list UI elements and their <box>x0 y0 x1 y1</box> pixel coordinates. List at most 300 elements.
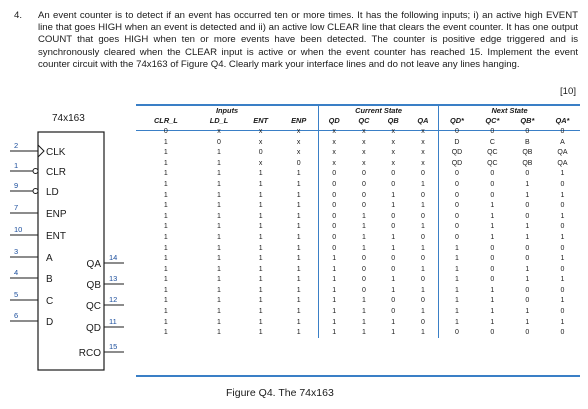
input-pin-label: A <box>46 253 53 264</box>
table-cell: 0 <box>361 180 366 188</box>
table-cell: 0 <box>361 191 366 199</box>
table-cell: 1 <box>490 233 495 241</box>
table-cell: 1 <box>319 275 350 286</box>
table-cell: 0 <box>361 265 366 273</box>
table-cell: 0 <box>319 200 350 211</box>
table-cell: x <box>319 137 350 148</box>
table-cell: 1 <box>525 276 530 284</box>
table-cell: 1 <box>296 255 301 263</box>
table-cell: QB <box>522 159 533 167</box>
input-pin-label: ENT <box>46 231 66 242</box>
table-cell: 1 <box>319 253 350 264</box>
table-cell: 1 <box>216 318 221 326</box>
table-cell: 0 <box>319 190 350 201</box>
table-cell: 1 <box>258 318 263 326</box>
table-cell: 1 <box>421 180 425 188</box>
table-cell: QB <box>522 149 533 157</box>
input-pin-number: 5 <box>14 290 19 299</box>
table-cell: C <box>489 138 495 146</box>
table-cell: 0 <box>439 222 475 233</box>
table-cell: x <box>362 138 366 146</box>
input-pin-number: 1 <box>14 161 19 170</box>
table-cell: 1 <box>163 233 168 241</box>
input-pin-number: 9 <box>14 181 19 190</box>
table-cell: 1 <box>525 191 530 199</box>
table-row <box>136 179 580 190</box>
table-cell: x <box>258 127 263 135</box>
table-row <box>136 243 580 254</box>
table-cell: 0 <box>421 276 425 284</box>
table-cell: 1 <box>319 285 350 296</box>
table-cell: 1 <box>296 318 301 326</box>
table-cell: 1 <box>163 297 168 305</box>
table-cell: 1 <box>490 223 495 231</box>
table-cell: 1 <box>163 159 168 167</box>
table-cell: 0 <box>421 212 425 220</box>
table-cell: 1 <box>560 318 565 326</box>
table-cell: 1 <box>319 306 350 317</box>
table-cell: 1 <box>258 329 263 337</box>
table-row <box>136 253 580 264</box>
table-cell: 1 <box>560 191 565 199</box>
table-cell: 1 <box>525 223 530 231</box>
table-cell: 1 <box>216 255 221 263</box>
table-cell: 1 <box>296 212 301 220</box>
table-cell: 1 <box>258 286 263 294</box>
table-cell: 1 <box>490 286 495 294</box>
table-row <box>136 169 580 180</box>
output-pin-number: 14 <box>109 253 118 262</box>
chip-diagram <box>0 128 130 373</box>
table-cell: 0 <box>361 255 366 263</box>
table-cell: 1 <box>216 212 221 220</box>
table-cell: 0 <box>439 232 475 243</box>
table-cell: 1 <box>163 329 168 337</box>
table-cell: 0 <box>319 211 350 222</box>
table-cell: 0 <box>421 297 425 305</box>
group-header-next: Next State <box>439 105 580 116</box>
table-cell: 1 <box>258 180 263 188</box>
table-cell: 1 <box>216 308 221 316</box>
table-cell: 0 <box>490 191 495 199</box>
input-pin-number: 3 <box>14 247 19 256</box>
col-header: QD <box>319 116 350 127</box>
table-cell: 1 <box>421 265 425 273</box>
clock-marker <box>38 145 44 157</box>
table-row <box>136 285 580 296</box>
table-cell: 1 <box>391 318 396 326</box>
table-cell: 1 <box>216 223 221 231</box>
input-pin-label: B <box>46 274 53 285</box>
table-cell: 0 <box>439 190 475 201</box>
table-cell: x <box>391 159 395 167</box>
active-low-bubble <box>33 169 38 174</box>
col-header: ENP <box>291 116 307 126</box>
table-cell: 1 <box>258 233 263 241</box>
table-cell: A <box>560 138 565 146</box>
table-cell: 0 <box>560 329 565 337</box>
table-cell: 1 <box>439 317 475 328</box>
table-cell: 1 <box>216 276 221 284</box>
table-cell: 0 <box>319 179 350 190</box>
col-header: QC* <box>485 116 500 126</box>
table-cell: 1 <box>163 202 168 210</box>
input-pin-number: 10 <box>14 225 23 234</box>
table-cell: 0 <box>525 329 530 337</box>
question-number: 4. <box>14 10 23 21</box>
table-cell: 0 <box>525 202 530 210</box>
table-cell: B <box>525 138 530 146</box>
table-cell: 0 <box>525 212 530 220</box>
table-cell: 0 <box>439 200 475 211</box>
table-cell: 1 <box>216 159 221 167</box>
table-row <box>136 327 580 338</box>
table-cell: 1 <box>216 233 221 241</box>
truth-table <box>136 105 580 338</box>
table-cell: x <box>362 149 366 157</box>
table-cell: 1 <box>361 329 366 337</box>
table-cell: 1 <box>163 170 168 178</box>
table-cell: D <box>439 137 475 148</box>
table-bottom-rule <box>136 375 580 377</box>
table-cell: 1 <box>216 202 221 210</box>
table-row <box>136 190 580 201</box>
table-cell: 1 <box>163 191 168 199</box>
table-cell: 0 <box>421 233 425 241</box>
col-header: LD_L <box>209 116 229 126</box>
table-cell: x <box>391 127 395 135</box>
input-pin-label: LD <box>46 187 59 198</box>
table-cell: 1 <box>216 286 221 294</box>
table-cell: 1 <box>439 306 475 317</box>
table-cell: 1 <box>296 265 301 273</box>
table-cell: 1 <box>163 149 168 157</box>
col-header: QA <box>417 116 429 126</box>
table-cell: QC <box>487 149 498 157</box>
table-row <box>136 296 580 307</box>
table-cell: 1 <box>560 233 565 241</box>
output-pin-label: QC <box>86 301 101 312</box>
table-cell: 0 <box>560 308 565 316</box>
table-cell: 1 <box>296 308 301 316</box>
table-cell: 1 <box>258 170 263 178</box>
table-cell: 1 <box>421 223 425 231</box>
table-cell: 1 <box>490 202 495 210</box>
table-cell: 1 <box>163 286 168 294</box>
table-cell: 1 <box>296 286 301 294</box>
input-pin-number: 6 <box>14 311 19 320</box>
table-cell: 0 <box>216 138 221 146</box>
table-cell: 1 <box>361 308 366 316</box>
input-pin-label: C <box>46 296 54 307</box>
table-cell: 1 <box>258 202 263 210</box>
table-cell: 0 <box>560 127 565 135</box>
table-cell: x <box>217 127 221 135</box>
table-cell: 1 <box>361 223 366 231</box>
table-cell: 1 <box>163 138 168 146</box>
table-cell: 0 <box>421 191 425 199</box>
table-row <box>136 137 580 148</box>
table-cell: 0 <box>439 126 475 137</box>
table-cell: 1 <box>258 265 263 273</box>
table-cell: 1 <box>391 276 396 284</box>
table-row <box>136 222 580 233</box>
table-cell: 1 <box>216 170 221 178</box>
table-cell: 0 <box>391 180 396 188</box>
table-cell: 1 <box>258 212 263 220</box>
col-header: QB* <box>520 116 535 126</box>
column-header-row <box>136 116 580 127</box>
group-header-row <box>136 105 580 116</box>
table-cell: x <box>258 159 263 167</box>
col-header: QA* <box>555 116 570 126</box>
table-cell: 0 <box>490 170 495 178</box>
table-cell: x <box>391 149 395 157</box>
table-cell: 1 <box>296 202 301 210</box>
table-cell: 1 <box>258 308 263 316</box>
table-cell: 0 <box>319 243 350 254</box>
table-cell: 1 <box>163 308 168 316</box>
output-pin-label: QD <box>86 323 101 334</box>
table-cell: 1 <box>560 255 565 263</box>
table-cell: 1 <box>391 202 396 210</box>
table-cell: 1 <box>490 212 495 220</box>
output-pin-number: 12 <box>109 295 118 304</box>
table-cell: QC <box>487 159 498 167</box>
table-cell: 1 <box>296 170 301 178</box>
col-header: QD* <box>439 116 475 127</box>
table-cell: 1 <box>421 202 425 210</box>
table-cell: 1 <box>361 212 366 220</box>
table-cell: 0 <box>361 202 366 210</box>
table-cell: x <box>421 127 425 135</box>
table-cell: 1 <box>163 244 168 252</box>
table-cell: 0 <box>525 127 530 135</box>
table-cell: 1 <box>391 191 396 199</box>
table-cell: 1 <box>525 318 530 326</box>
table-cell: 1 <box>560 297 565 305</box>
table-cell: 0 <box>490 255 495 263</box>
table-cell: 1 <box>163 255 168 263</box>
table-cell: 0 <box>421 318 425 326</box>
table-row <box>136 200 580 211</box>
table-row <box>136 306 580 317</box>
table-cell: 0 <box>525 170 530 178</box>
table-cell: 1 <box>490 297 495 305</box>
table-cell: 0 <box>319 232 350 243</box>
table-row <box>136 317 580 328</box>
table-cell: 0 <box>439 179 475 190</box>
table-cell: 0 <box>560 286 565 294</box>
input-pin-label: ENP <box>46 209 67 220</box>
table-cell: 1 <box>296 329 301 337</box>
figure-caption: Figure Q4. The 74x163 <box>226 387 334 399</box>
table-row <box>136 211 580 222</box>
table-cell: 1 <box>258 191 263 199</box>
table-cell: 0 <box>525 286 530 294</box>
table-cell: 1 <box>163 318 168 326</box>
table-cell: 1 <box>319 327 350 338</box>
table-cell: 0 <box>490 127 495 135</box>
table-cell: 0 <box>439 327 475 338</box>
output-pin-number: 13 <box>109 274 118 283</box>
table-cell: x <box>296 127 301 135</box>
table-cell: 1 <box>258 244 263 252</box>
question-text: An event counter is to detect if an event has occurred ten or more times. It has the following inputs; i) an active high EVENT line that goes HIGH when an event is detected and ii) an active low CLEAR line that clears the event counter. It has one output COUNT that goes HIGH when ten or more events have been detected. The counter is positive edge triggered and is synchronously cleared when the CLEAR input is active or when the event counter has reached 15. Implement the event counter circuit with the 74x163 of Figure Q4. Clearly mark your interface lines and do not leave any lines hanging. <box>38 10 578 70</box>
output-pin-label: RCO <box>78 348 101 359</box>
table-cell: QA <box>557 159 568 167</box>
table-cell: 1 <box>163 223 168 231</box>
table-cell: 1 <box>361 244 366 252</box>
chip-title: 74x163 <box>52 113 85 124</box>
table-cell: 1 <box>163 276 168 284</box>
table-cell: x <box>421 159 425 167</box>
input-pin-number: 4 <box>14 268 19 277</box>
table-cell: 1 <box>258 297 263 305</box>
table-cell: 1 <box>560 276 565 284</box>
table-cell: 1 <box>439 285 475 296</box>
table-cell: 1 <box>296 180 301 188</box>
table-cell: 0 <box>163 127 168 135</box>
table-cell: 1 <box>296 191 301 199</box>
table-cell: 1 <box>421 244 425 252</box>
table-cell: x <box>391 138 395 146</box>
table-cell: 1 <box>391 233 396 241</box>
table-cell: 1 <box>439 296 475 307</box>
table-cell: 0 <box>560 202 565 210</box>
table-cell: 0 <box>361 276 366 284</box>
table-cell: 0 <box>525 255 530 263</box>
table-cell: QD <box>439 147 475 158</box>
table-cell: 1 <box>163 180 168 188</box>
table-cell: 1 <box>163 212 168 220</box>
table-cell: 0 <box>560 223 565 231</box>
col-header: QC <box>358 116 370 126</box>
table-cell: 1 <box>525 180 530 188</box>
table-cell: x <box>319 147 350 158</box>
group-header-current: Current State <box>319 105 439 116</box>
table-cell: 0 <box>258 149 263 157</box>
table-row <box>136 275 580 286</box>
table-cell: 1 <box>525 308 530 316</box>
table-cell: 1 <box>421 329 425 337</box>
table-cell: 0 <box>361 170 366 178</box>
question-marks: [10] <box>559 86 576 97</box>
table-cell: 0 <box>391 170 396 178</box>
input-pin-label: CLK <box>46 147 66 158</box>
input-pin-label: CLR <box>46 167 67 178</box>
table-cell: x <box>362 159 366 167</box>
input-pin-label: D <box>46 317 54 328</box>
table-row <box>136 264 580 275</box>
table-cell: x <box>421 138 425 146</box>
table-row <box>136 232 580 243</box>
table-cell: 1 <box>216 191 221 199</box>
table-cell: 1 <box>216 265 221 273</box>
output-pin-number: 15 <box>109 342 118 351</box>
table-row <box>136 147 580 158</box>
table-cell: 0 <box>361 286 366 294</box>
output-pin-label: QA <box>86 259 101 270</box>
table-cell: 1 <box>216 329 221 337</box>
table-cell: 1 <box>296 223 301 231</box>
table-cell: 1 <box>391 244 396 252</box>
table-cell: 1 <box>525 265 530 273</box>
table-cell: 1 <box>439 275 475 286</box>
table-cell: 0 <box>319 222 350 233</box>
table-cell: 0 <box>490 276 495 284</box>
col-header: ENT <box>253 116 269 126</box>
table-cell: x <box>362 127 366 135</box>
table-cell: 0 <box>439 169 475 180</box>
table-cell: 1 <box>391 329 396 337</box>
table-cell: 1 <box>490 308 495 316</box>
table-cell: 1 <box>421 286 425 294</box>
table-cell: 0 <box>296 159 301 167</box>
table-cell: 1 <box>319 264 350 275</box>
input-pin-number: 2 <box>14 141 19 150</box>
input-pin-number: 7 <box>14 203 19 212</box>
active-low-bubble <box>33 189 38 194</box>
table-cell: 0 <box>391 212 396 220</box>
table-cell: 0 <box>439 211 475 222</box>
table-cell: 0 <box>391 223 396 231</box>
table-cell: x <box>296 138 301 146</box>
table-cell: 0 <box>560 265 565 273</box>
table-cell: 0 <box>560 180 565 188</box>
table-cell: 0 <box>391 297 396 305</box>
table-cell: 1 <box>216 297 221 305</box>
table-cell: 1 <box>490 318 495 326</box>
table-cell: 0 <box>421 170 425 178</box>
table-cell: 0 <box>490 265 495 273</box>
table-cell: 1 <box>319 317 350 328</box>
table-cell: 1 <box>560 212 565 220</box>
table-cell: x <box>319 126 350 137</box>
table-cell: 0 <box>421 255 425 263</box>
table-cell: 1 <box>216 149 221 157</box>
table-cell: 0 <box>525 244 530 252</box>
table-cell: 0 <box>560 244 565 252</box>
table-cell: 1 <box>216 244 221 252</box>
table-cell: 0 <box>391 255 396 263</box>
group-header-inputs: Inputs <box>215 105 239 115</box>
table-cell: 0 <box>319 169 350 180</box>
table-cell: 1 <box>319 296 350 307</box>
table-cell: 0 <box>490 329 495 337</box>
table-cell: x <box>319 158 350 169</box>
table-cell: 1 <box>258 255 263 263</box>
table-cell: 1 <box>361 233 366 241</box>
table-row <box>136 126 580 137</box>
table-cell: 1 <box>439 264 475 275</box>
table-cell: QD <box>439 158 475 169</box>
table-row <box>136 158 580 169</box>
table-cell: 0 <box>391 265 396 273</box>
table-cell: x <box>258 138 263 146</box>
col-header: QB <box>387 116 399 126</box>
table-cell: 1 <box>391 286 396 294</box>
table-cell: 0 <box>525 297 530 305</box>
table-cell: 1 <box>258 276 263 284</box>
table-cell: 1 <box>439 253 475 264</box>
table-cell: 1 <box>560 170 565 178</box>
table-cell: 1 <box>216 180 221 188</box>
table-cell: 1 <box>296 297 301 305</box>
table-cell: 1 <box>525 233 530 241</box>
table-cell: QA <box>557 149 568 157</box>
table-cell: 0 <box>391 308 396 316</box>
